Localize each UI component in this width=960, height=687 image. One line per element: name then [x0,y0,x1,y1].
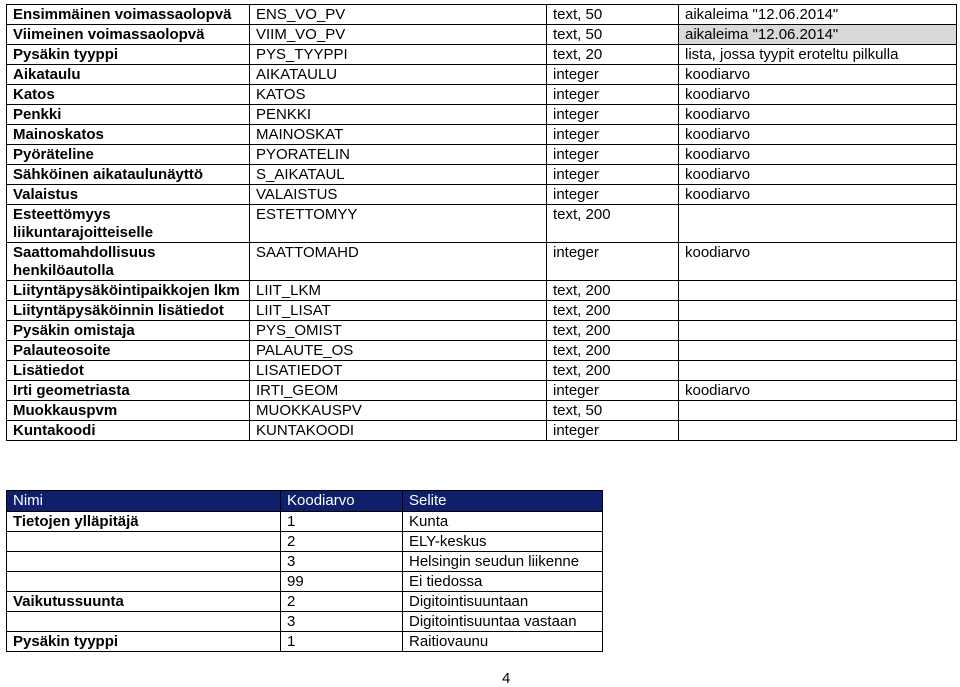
field-code: PYS_TYYPPI [250,45,547,65]
field-code: PYS_OMIST [250,321,547,341]
code-name [7,552,281,572]
field-note: koodiarvo [679,145,957,165]
code-value: 2 [281,532,403,552]
field-code: IRTI_GEOM [250,381,547,401]
field-code: KATOS [250,85,547,105]
table-row [7,243,957,281]
code-name: Pysäkin tyyppi [7,632,281,652]
field-label: Katos [7,85,250,105]
field-note [679,361,957,381]
header-nimi: Nimi [7,491,281,512]
field-label: Pyöräteline [7,145,250,165]
field-note: aikaleima "12.06.2014" [679,5,957,25]
field-label: Palauteosoite [7,341,250,361]
field-label: Pysäkin omistaja [7,321,250,341]
field-type: integer [547,105,679,125]
code-name: Tietojen ylläpitäjä [7,512,281,532]
field-type: text, 50 [547,25,679,45]
field-note [679,401,957,421]
table-row [7,552,603,572]
fields-table [6,4,957,441]
field-code: KUNTAKOODI [250,421,547,441]
code-value: 2 [281,592,403,612]
table-row [7,572,603,592]
field-type: text, 200 [547,281,679,301]
table-row [7,185,957,205]
field-code: LIIT_LKM [250,281,547,301]
field-note [679,421,957,441]
field-code: ESTETTOMYY [250,205,547,243]
field-code: S_AIKATAUL [250,165,547,185]
field-type: integer [547,65,679,85]
field-code: AIKATAULU [250,65,547,85]
field-code: LISATIEDOT [250,361,547,381]
field-label: Ensimmäinen voimassaolopvä [7,5,250,25]
field-type: integer [547,85,679,105]
field-type: text, 200 [547,341,679,361]
field-type: integer [547,381,679,401]
table-row [7,65,957,85]
code-table-header-row [7,491,603,512]
field-label: Esteettömyys liikuntarajoitteiselle [7,205,250,243]
field-code: VIIM_VO_PV [250,25,547,45]
field-type: text, 50 [547,401,679,421]
field-note: koodiarvo [679,185,957,205]
field-type: text, 200 [547,361,679,381]
field-code: PALAUTE_OS [250,341,547,361]
field-label: Aikataulu [7,65,250,85]
field-code: LIIT_LISAT [250,301,547,321]
table-row [7,381,957,401]
table-row [7,401,957,421]
code-description: Kunta [403,512,603,532]
field-label: Lisätiedot [7,361,250,381]
code-description: Digitointisuuntaa vastaan [403,612,603,632]
table-row [7,592,603,612]
table-row [7,165,957,185]
field-type: integer [547,185,679,205]
header-koodiarvo: Koodiarvo [281,491,403,512]
field-type: integer [547,145,679,165]
field-label: Valaistus [7,185,250,205]
code-name [7,572,281,592]
field-note: koodiarvo [679,243,957,281]
field-code: ENS_VO_PV [250,5,547,25]
field-label: Sähköinen aikataulunäyttö [7,165,250,185]
table-row [7,532,603,552]
table-row [7,632,603,652]
field-note: lista, jossa tyypit eroteltu pilkulla [679,45,957,65]
table-row [7,361,957,381]
field-note: koodiarvo [679,381,957,401]
field-note: aikaleima "12.06.2014" [679,25,957,45]
field-note [679,341,957,361]
code-value: 1 [281,632,403,652]
code-table [6,490,603,652]
page-number: 4 [502,670,511,687]
field-type: integer [547,125,679,145]
table-row [7,85,957,105]
field-code: MUOKKAUSPV [250,401,547,421]
field-label: Kuntakoodi [7,421,250,441]
field-label: Pysäkin tyyppi [7,45,250,65]
code-description: ELY-keskus [403,532,603,552]
field-type: text, 200 [547,321,679,341]
table-row [7,512,603,532]
table-row [7,301,957,321]
code-value: 99 [281,572,403,592]
field-label: Saattomahdollisuus henkilöautolla [7,243,250,281]
field-note [679,205,957,243]
field-label: Muokkauspvm [7,401,250,421]
field-label: Mainoskatos [7,125,250,145]
field-code: VALAISTUS [250,185,547,205]
field-type: text, 200 [547,301,679,321]
field-note: koodiarvo [679,85,957,105]
field-code: PYORATELIN [250,145,547,165]
field-label: Liityntäpysäköinnin lisätiedot [7,301,250,321]
header-selite: Selite [403,491,603,512]
code-value: 1 [281,512,403,532]
code-description: Ei tiedossa [403,572,603,592]
code-description: Raitiovaunu [403,632,603,652]
table-row [7,341,957,361]
table-row [7,321,957,341]
fields-table-body [7,5,957,441]
table-row [7,421,957,441]
table-row [7,612,603,632]
field-note: koodiarvo [679,65,957,85]
table-row [7,281,957,301]
field-code: MAINOSKAT [250,125,547,145]
field-type: text, 200 [547,205,679,243]
field-note: koodiarvo [679,125,957,145]
code-value: 3 [281,552,403,572]
field-code: SAATTOMAHD [250,243,547,281]
field-type: integer [547,243,679,281]
code-name: Vaikutussuunta [7,592,281,612]
field-note: koodiarvo [679,165,957,185]
code-value: 3 [281,612,403,632]
field-type: text, 20 [547,45,679,65]
code-description: Helsingin seudun liikenne [403,552,603,572]
field-label: Penkki [7,105,250,125]
field-type: integer [547,165,679,185]
code-table-body [7,512,603,652]
field-note [679,281,957,301]
table-row [7,45,957,65]
table-row [7,25,957,45]
table-row [7,205,957,243]
code-name [7,532,281,552]
field-code: PENKKI [250,105,547,125]
field-note: koodiarvo [679,105,957,125]
field-note [679,301,957,321]
code-name [7,612,281,632]
field-note [679,321,957,341]
field-type: integer [547,421,679,441]
field-label: Viimeinen voimassaolopvä [7,25,250,45]
field-type: text, 50 [547,5,679,25]
field-label: Liityntäpysäköintipaikkojen lkm [7,281,250,301]
table-row [7,145,957,165]
field-label: Irti geometriasta [7,381,250,401]
table-row [7,125,957,145]
code-description: Digitointisuuntaan [403,592,603,612]
table-row [7,105,957,125]
table-row [7,5,957,25]
